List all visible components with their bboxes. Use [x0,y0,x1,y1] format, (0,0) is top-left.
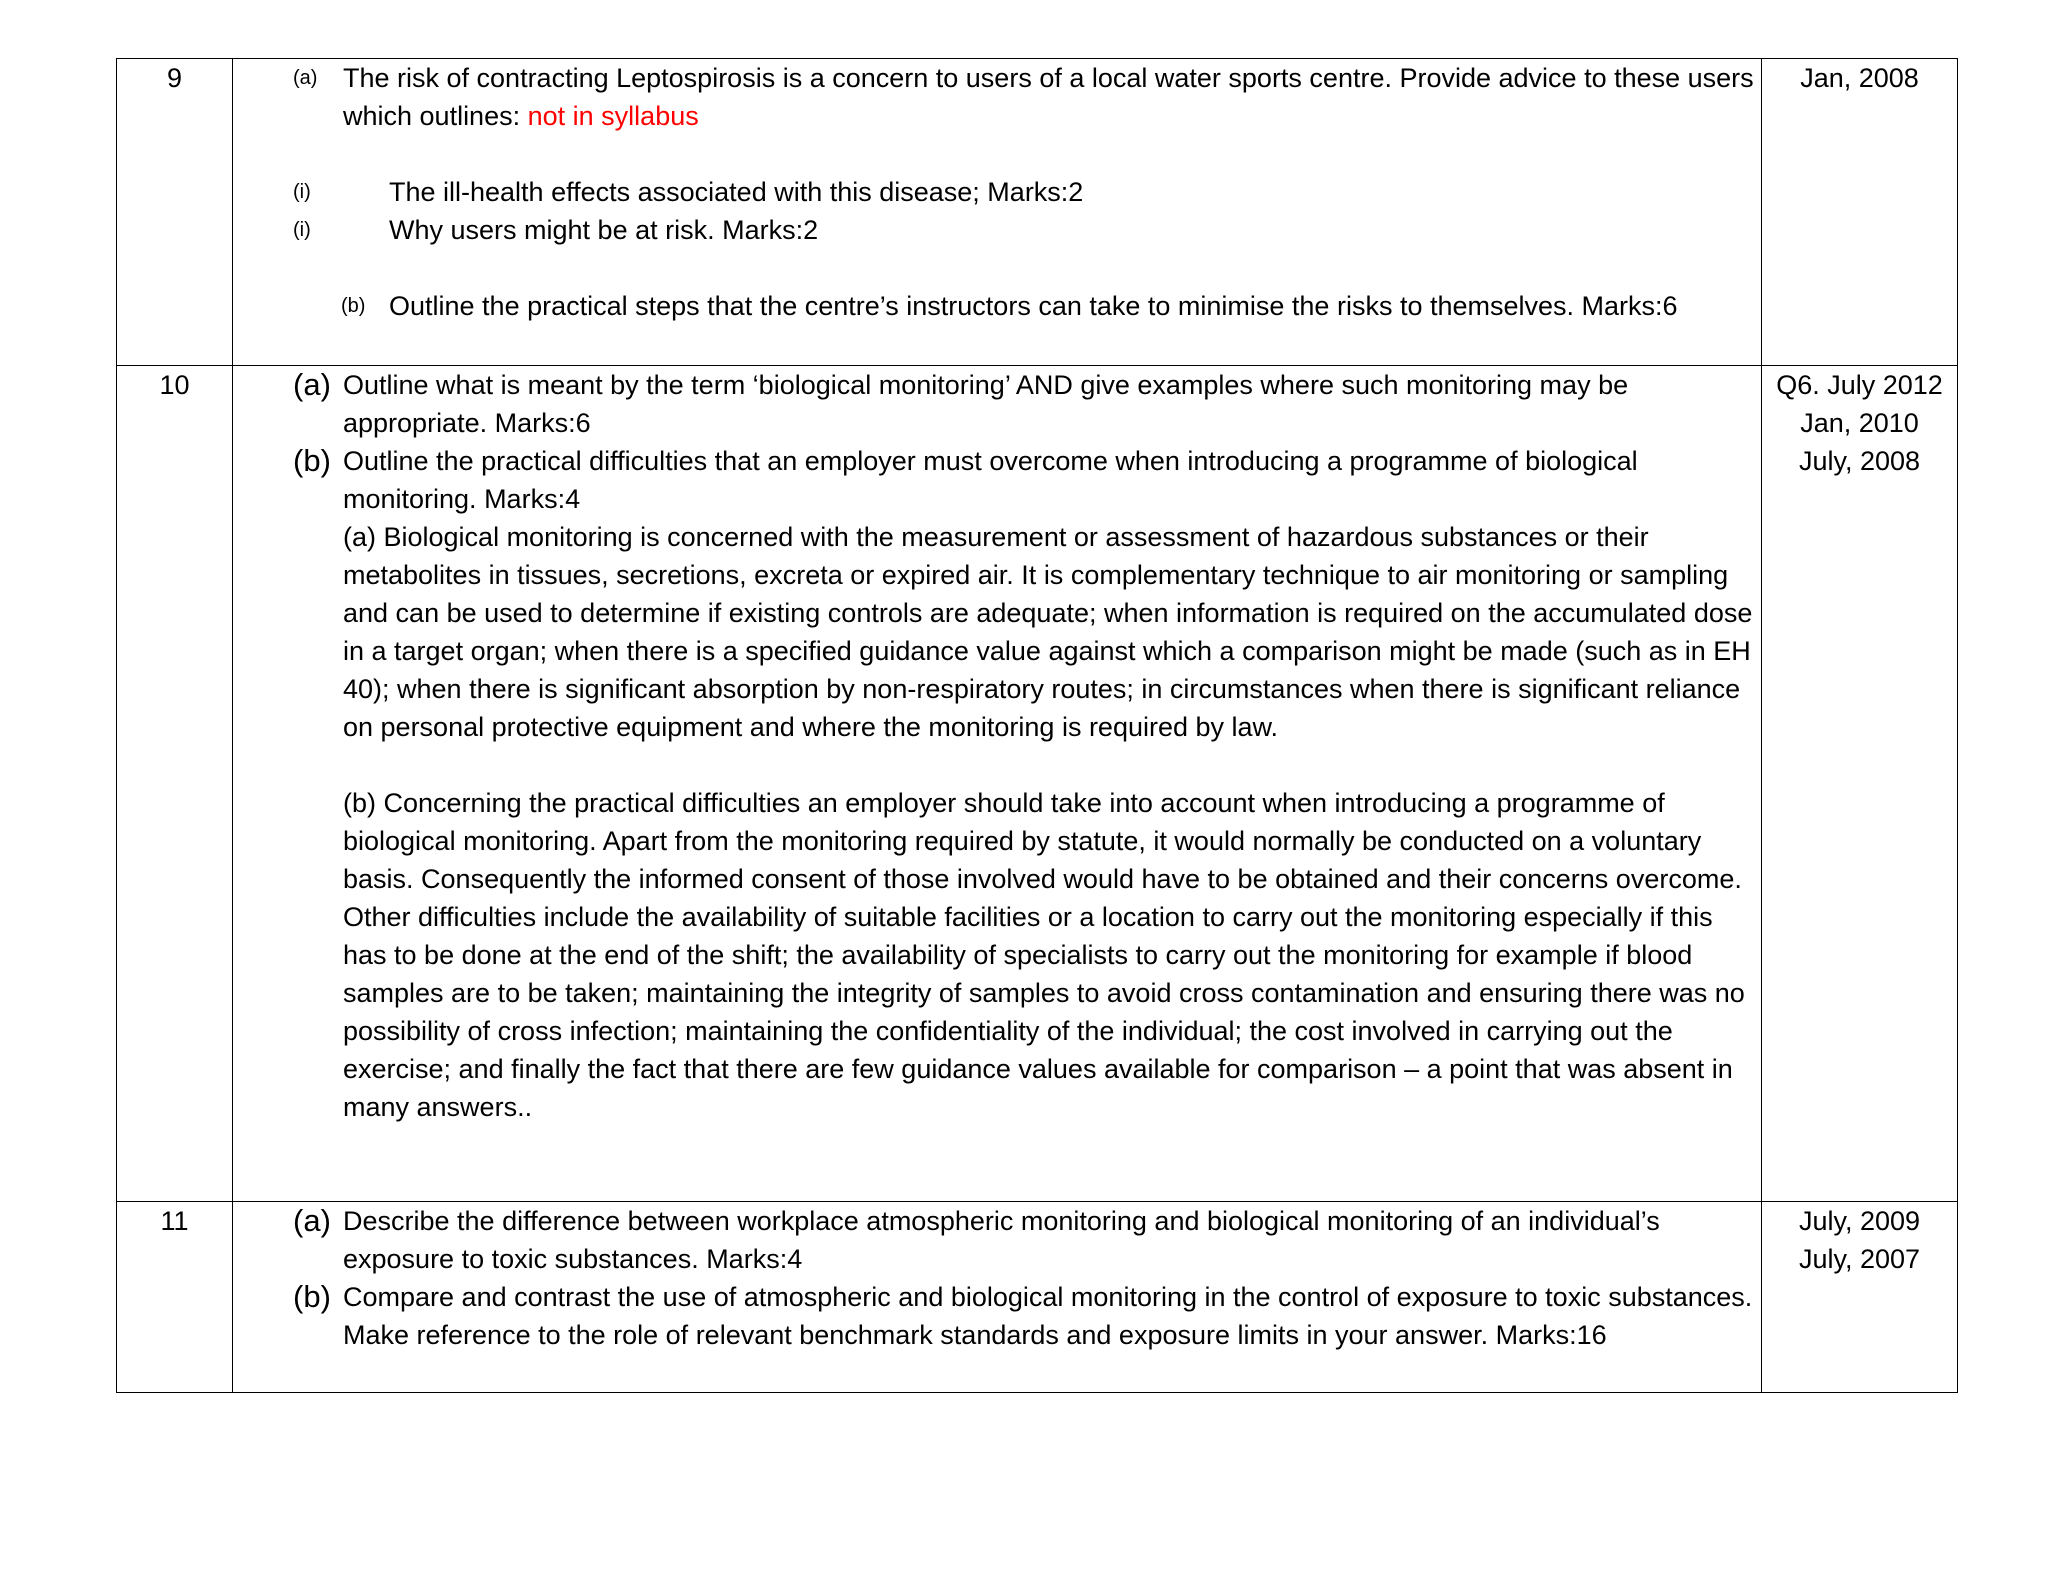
part-label: (b) [293,1279,331,1314]
question-text: Describe the difference between workplace atmospheric monitoring and biological monitoring of an individual’s exposure to toxic substances. Marks:4 [343,1206,1660,1274]
question-text: Compare and contrast the use of atmospheric and biological monitoring in the control of exposure to toxic substances. Make reference to the role of relevant benchmark standards and exposure limits in your answer. Marks:16 [343,1282,1753,1350]
part-label: (a) [293,1203,331,1238]
exam-dates-cell [1762,59,1958,366]
question-part-a [233,366,1761,442]
question-part-b [233,1278,1761,1354]
table-row-question-10 [117,366,1958,1202]
exam-dates-cell [1762,1202,1958,1393]
table-row-question-9 [117,59,1958,366]
part-label: (b) [341,295,366,317]
exam-dates-cell [1762,366,1958,1202]
sub-item [233,173,1761,211]
question-text: Outline what is meant by the term ‘biological monitoring’ AND give examples where such monitoring may be appropriate. Marks:6 [343,370,1629,438]
sub-item-label: (i) [293,219,311,241]
table-row-question-11 [117,1202,1958,1393]
sub-item-label: (i) [293,181,311,203]
question-part-b [233,287,1761,325]
question-text: The risk of contracting Leptospirosis is a concern to users of a local water sports centre. Provide advice to these users which outlines: [343,63,1754,131]
exam-date: July, 2009 [1798,1206,1921,1236]
question-number: 11 [117,1202,233,1393]
sub-item-text: The ill-health effects associated with this disease; Marks:2 [389,177,1084,207]
exam-date: July, 2008 [1798,446,1921,476]
question-text-cell [233,1202,1762,1393]
answer-part-b: (b) Concerning the practical difficulties an employer should take into account when introducing a programme of biological monitoring. Apart from the monitoring required by statute, it would normally be conducted on a voluntary basis. Consequently the informed consent of those involved would have to be obtained and their concerns overcome. Other difficulties include the availability of suitable facilities or a location to carry out the monitoring especially if this has to be done at the end of the shift; the availability of specialists to carry out the monitoring for example if blood samples are to be taken; maintaining the integrity of samples to avoid cross contamination and ensuring there was no possibility of cross infection; maintaining the confidentiality of the individual; the cost involved in carrying out the exercise; and finally the fact that there are few guidance values available for comparison – a point that was absent in many answers.. [343,788,1745,1122]
question-text: Outline the practical difficulties that an employer must overcome when introducing a programme of biological monitoring. Marks:4 [343,446,1638,514]
question-part-a [233,59,1761,135]
exam-date: July, 2007 [1798,1244,1921,1274]
sub-item-text: Why users might be at risk. Marks:2 [389,215,819,245]
question-number: 10 [117,366,233,1202]
question-part-a [233,1202,1761,1278]
syllabus-note: not in syllabus [527,101,699,131]
question-text: Outline the practical steps that the centre’s instructors can take to minimise the risks to themselves. Marks:6 [389,291,1678,321]
part-label: (b) [293,443,331,478]
answer-part-a: (a) Biological monitoring is concerned with the measurement or assessment of hazardous substances or their metabolites in tissues, secretions, excreta or expired air. It is complementary technique to air monitoring or sampling and can be used to determine if existing controls are adequate; when information is required on the accumulated dose in a target organ; when there is a specified guidance value against which a comparison might be made (such as in EH 40); when there is significant absorption by non-respiratory routes; in circumstances when there is significant reliance on personal protective equipment and where the monitoring is required by law. [343,522,1753,742]
sub-item [233,211,1761,249]
part-label: (a) [293,67,318,89]
exam-date: Jan, 2008 [1800,63,1919,93]
questions-table [116,58,1958,1393]
part-label: (a) [293,367,331,402]
question-number: 9 [117,59,233,366]
exam-date: Jan, 2010 [1800,408,1919,438]
question-part-b [233,442,1761,518]
question-text-cell [233,366,1762,1202]
question-text-cell [233,59,1762,366]
exam-date: Q6. July 2012 [1776,370,1943,400]
